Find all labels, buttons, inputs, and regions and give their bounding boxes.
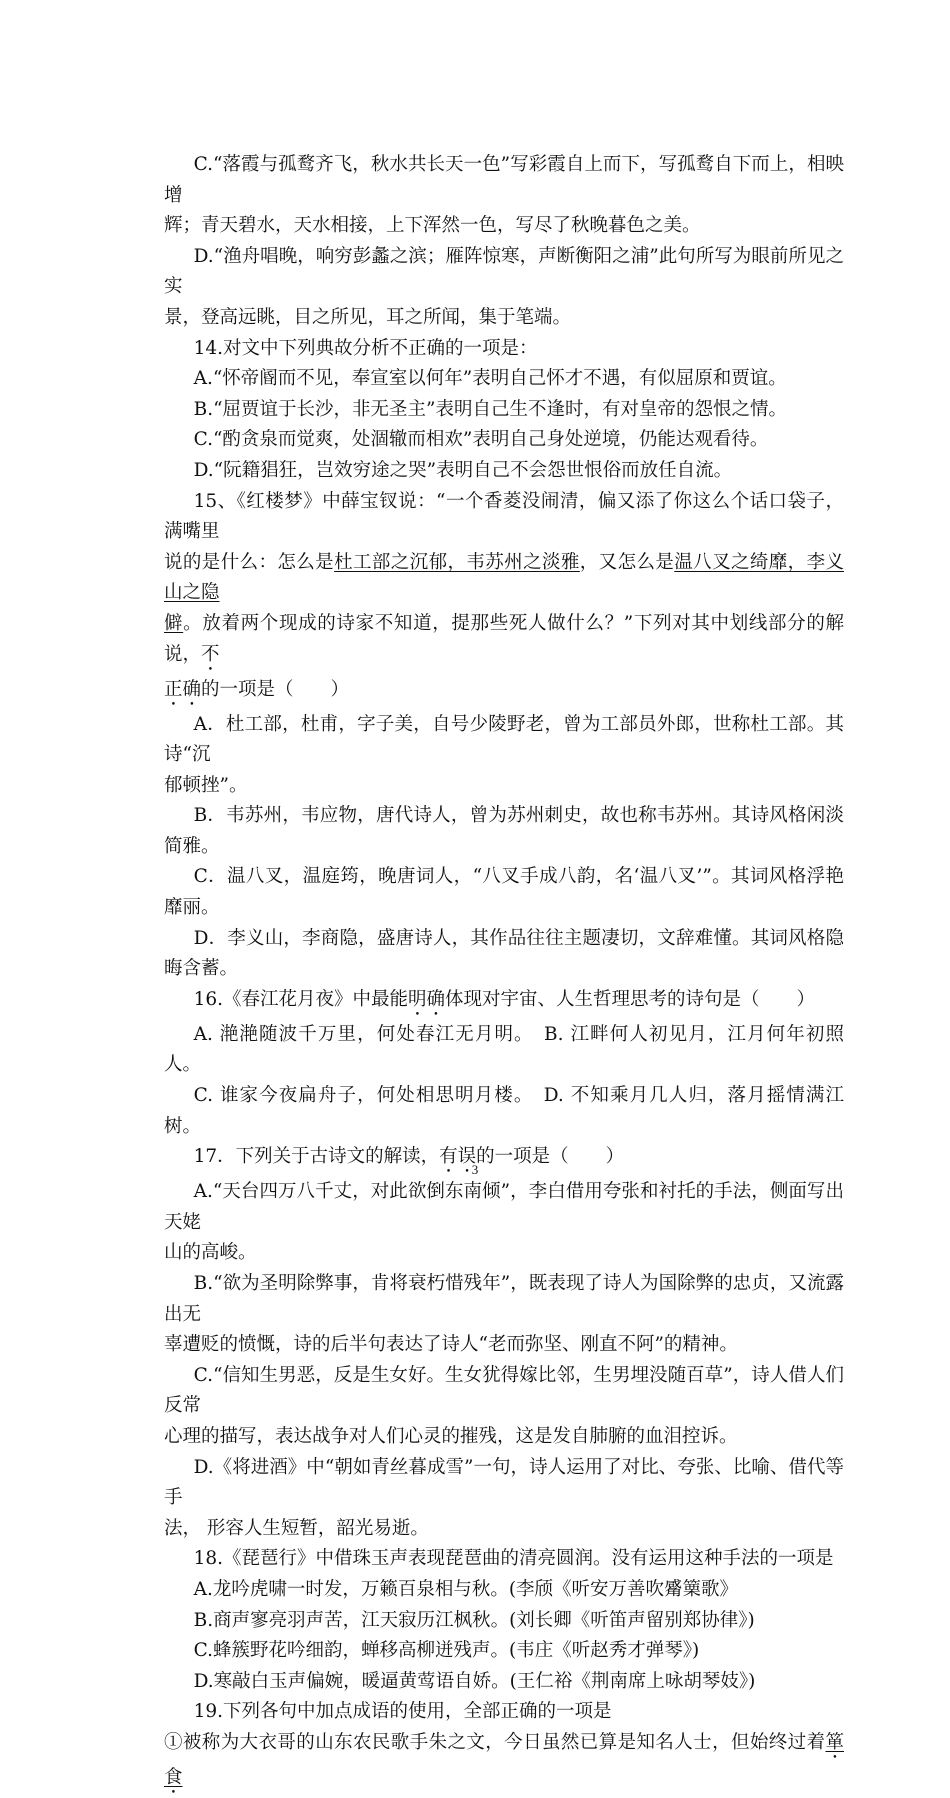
option-15-c — [164, 862, 844, 923]
option-14-a — [164, 364, 844, 395]
question-15-line2-b: ，又怎么是 — [579, 551, 675, 573]
emphasis-wrong: 有误 — [439, 1146, 477, 1168]
option-17-a — [164, 1177, 844, 1238]
question-17-b: 的一项是（ ） — [476, 1146, 625, 1168]
question-14-text: 14.对文中下列典故分析不正确的一项是： — [193, 337, 538, 359]
option-18-c — [164, 1636, 844, 1667]
question-15-line3 — [164, 609, 844, 675]
option-13-d — [164, 242, 844, 303]
option-14-c — [164, 425, 844, 456]
question-15-line4-a: 的一项是（ ） — [201, 678, 350, 700]
question-18 — [164, 1544, 844, 1575]
option-17-a-line1: A.“天台四万八千丈，对此欲倒东南倾”，李白借用夸张和衬托的手法，侧面写出天姥 — [164, 1181, 844, 1233]
exam-text — [164, 150, 844, 1798]
question-16-b: 体现对宇宙、人生哲理思考的诗句是（ ） — [445, 988, 816, 1010]
question-19-text: 19.下列各句中加点成语的使用，全部正确的一项是 — [193, 1701, 612, 1723]
question-18-text: 18.《琵琶行》中借珠玉声表现琵琶曲的清亮圆润。没有运用这种手法的一项是 — [193, 1548, 834, 1570]
option-17-b-cont — [164, 1330, 844, 1361]
option-17-d — [164, 1453, 844, 1514]
option-17-b — [164, 1269, 844, 1330]
option-18-d-text: D.寒敲白玉声偏婉，暖逼黄莺语自娇。(王仁裕《荆南席上咏胡琴妓》) — [193, 1670, 756, 1692]
option-18-d — [164, 1667, 844, 1698]
underlined-phrase-1: 杜工部之沉郁，韦苏州之淡雅 — [334, 551, 580, 573]
option-15-a — [164, 710, 844, 771]
option-13-c-line1: C.“落霞与孤鹜齐飞，秋水共长天一色”写彩霞自上而下，写孤鹜自下而上，相映增 — [164, 154, 844, 206]
question-15-line4 — [164, 675, 844, 710]
option-14-c-text: C.“酌贪泉而觉爽，处涸辙而相欢”表明自己身处逆境，仍能达观看待。 — [193, 429, 769, 451]
option-18-c-text: C.蜂簇野花吟细韵，蝉移高柳迸残声。(韦庄《听赵秀才弹琴》) — [193, 1640, 700, 1662]
item-19-1 — [164, 1728, 844, 1798]
option-13-d-cont — [164, 303, 844, 334]
option-18-b-text: B.商声寥亮羽声苦，江天寂历江枫秋。(刘长卿《听笛声留别郑协律》) — [193, 1609, 755, 1631]
page-number: 3 — [471, 1162, 479, 1177]
option-14-b — [164, 395, 844, 426]
option-14-a-text: A.“怀帝阍而不见，奉宣室以何年”表明自己怀才不遇，有似屈原和贾谊。 — [193, 368, 787, 390]
option-17-c-cont — [164, 1422, 844, 1453]
emphasis-not: 不 — [201, 643, 220, 665]
option-14-b-text: B.“屈贾谊于长沙，非无圣主”表明自己生不逢时，有对皇帝的怨恨之情。 — [193, 398, 787, 420]
option-17-d-line2: 法， 形容人生短暂，韶光易逝。 — [164, 1517, 429, 1539]
option-17-a-line2: 山的高峻。 — [164, 1242, 257, 1264]
option-13-d-line2: 景，登高远眺，目之所见，耳之所闻，集于笔端。 — [164, 306, 572, 328]
option-18-b — [164, 1606, 844, 1637]
underlined-phrase-2-end: 僻 — [164, 612, 184, 634]
option-14-d-text: D.“阮籍猖狂，岂效穷途之哭”表明自己不会怨世恨俗而放任自流。 — [193, 459, 733, 481]
option-15-c-text: C．温八叉，温庭筠，晚唐词人，“八叉手成八韵，名‘温八叉’”。其词风格浮艳靡丽。 — [164, 866, 844, 919]
option-17-a-cont — [164, 1238, 844, 1269]
option-17-c — [164, 1361, 844, 1422]
option-15-a-line1: A．杜工部，杜甫，字子美，自号少陵野老，曾为工部员外郎，世称杜工部。其诗“沉 — [164, 713, 844, 766]
question-15-line2-a: 说的是什么：怎么是 — [164, 551, 335, 573]
option-15-d — [164, 924, 844, 985]
question-19 — [164, 1697, 844, 1728]
option-17-c-line1: C.“信知生男恶，反是生女好。生女犹得嫁比邻，生男埋没随百草”，诗人借人们反常 — [164, 1364, 844, 1417]
options-16-ab — [164, 1020, 844, 1081]
option-15-a-cont — [164, 771, 844, 802]
options-16-cd-text: C. 谁家今夜扁舟子，何处相思明月楼。 D. 不知乘月几人归，落月摇情满江树。 — [164, 1085, 844, 1137]
option-15-d-text: D．李义山，李商隐，盛唐诗人，其作品往往主题凄切，文辞难懂。其词风格隐晦含蓄。 — [164, 927, 844, 980]
option-13-c-cont — [164, 211, 844, 242]
underlined-phrase-2: 温八叉之绮靡，李义山之隐 — [164, 551, 844, 604]
option-15-a-line2: 郁顿挫”。 — [164, 774, 248, 796]
emphasis-clear: 明确 — [408, 988, 446, 1010]
option-14-d — [164, 456, 844, 487]
option-18-a-text: A.龙吟虎啸一时发，万籁百泉相与秋。(李颀《听安万善吹觱篥歌》 — [193, 1578, 739, 1600]
emphasis-correct: 正确 — [164, 678, 202, 700]
option-17-b-line2: 辜遭贬的愤慨，诗的后半句表达了诗人“老而弥坚、刚直不阿”的精神。 — [164, 1334, 738, 1356]
item-19-1-text: ①被称为大衣哥的山东农民歌手朱之文，今日虽然已算是知名人士，但始终过着 — [164, 1731, 826, 1753]
option-17-c-line2: 心理的描写，表达战争对人们心灵的摧残，这是发自肺腑的血泪控诉。 — [164, 1425, 738, 1447]
question-17-a: 17．下列关于古诗文的解读， — [193, 1146, 440, 1168]
question-15-line1: 15、《红楼梦》中薛宝钗说：“一个香菱没闹清，偏又添了你这么个话口袋子，满嘴里 — [164, 490, 844, 543]
option-18-a — [164, 1575, 844, 1606]
question-14 — [164, 334, 844, 365]
question-15-line2 — [164, 548, 844, 609]
question-16 — [164, 985, 844, 1020]
option-17-d-line1: D.《将进酒》中“朝如青丝暮成雪”一句，诗人运用了对比、夸张、比喻、借代等手 — [164, 1456, 844, 1509]
option-13-c — [164, 150, 844, 211]
question-15 — [164, 487, 844, 548]
option-13-c-line2: 辉；青天碧水，天水相接，上下浑然一色，写尽了秋晚暮色之美。 — [164, 215, 701, 237]
question-16-a: 16.《春江花月夜》中最能 — [193, 988, 409, 1010]
emphasis-idiom: 箪食 — [164, 1731, 844, 1788]
option-15-b — [164, 801, 844, 862]
options-16-cd — [164, 1081, 844, 1142]
option-17-d-cont — [164, 1514, 844, 1545]
question-15-line3-a: 。放着两个现成的诗家不知道，提那些死人做什么？”下列对其中划线部分的解说， — [164, 612, 844, 665]
option-13-d-line1: D.“渔舟唱晚，响穷彭蠡之滨；雁阵惊寒，声断衡阳之浦”此句所写为眼前所见之实 — [164, 245, 844, 298]
options-16-ab-text: A. 滟滟随波千万里，何处春江无月明。 B. 江畔何人初见月，江月何年初照人。 — [164, 1023, 844, 1076]
option-15-b-text: B．韦苏州，韦应物，唐代诗人，曾为苏州刺史，故也称韦苏州。其诗风格闲淡简雅。 — [164, 805, 844, 857]
option-17-b-line1: B.“欲为圣明除弊事，肯将衰朽惜残年”，既表现了诗人为国除弊的忠贞，又流露出无 — [164, 1273, 844, 1325]
